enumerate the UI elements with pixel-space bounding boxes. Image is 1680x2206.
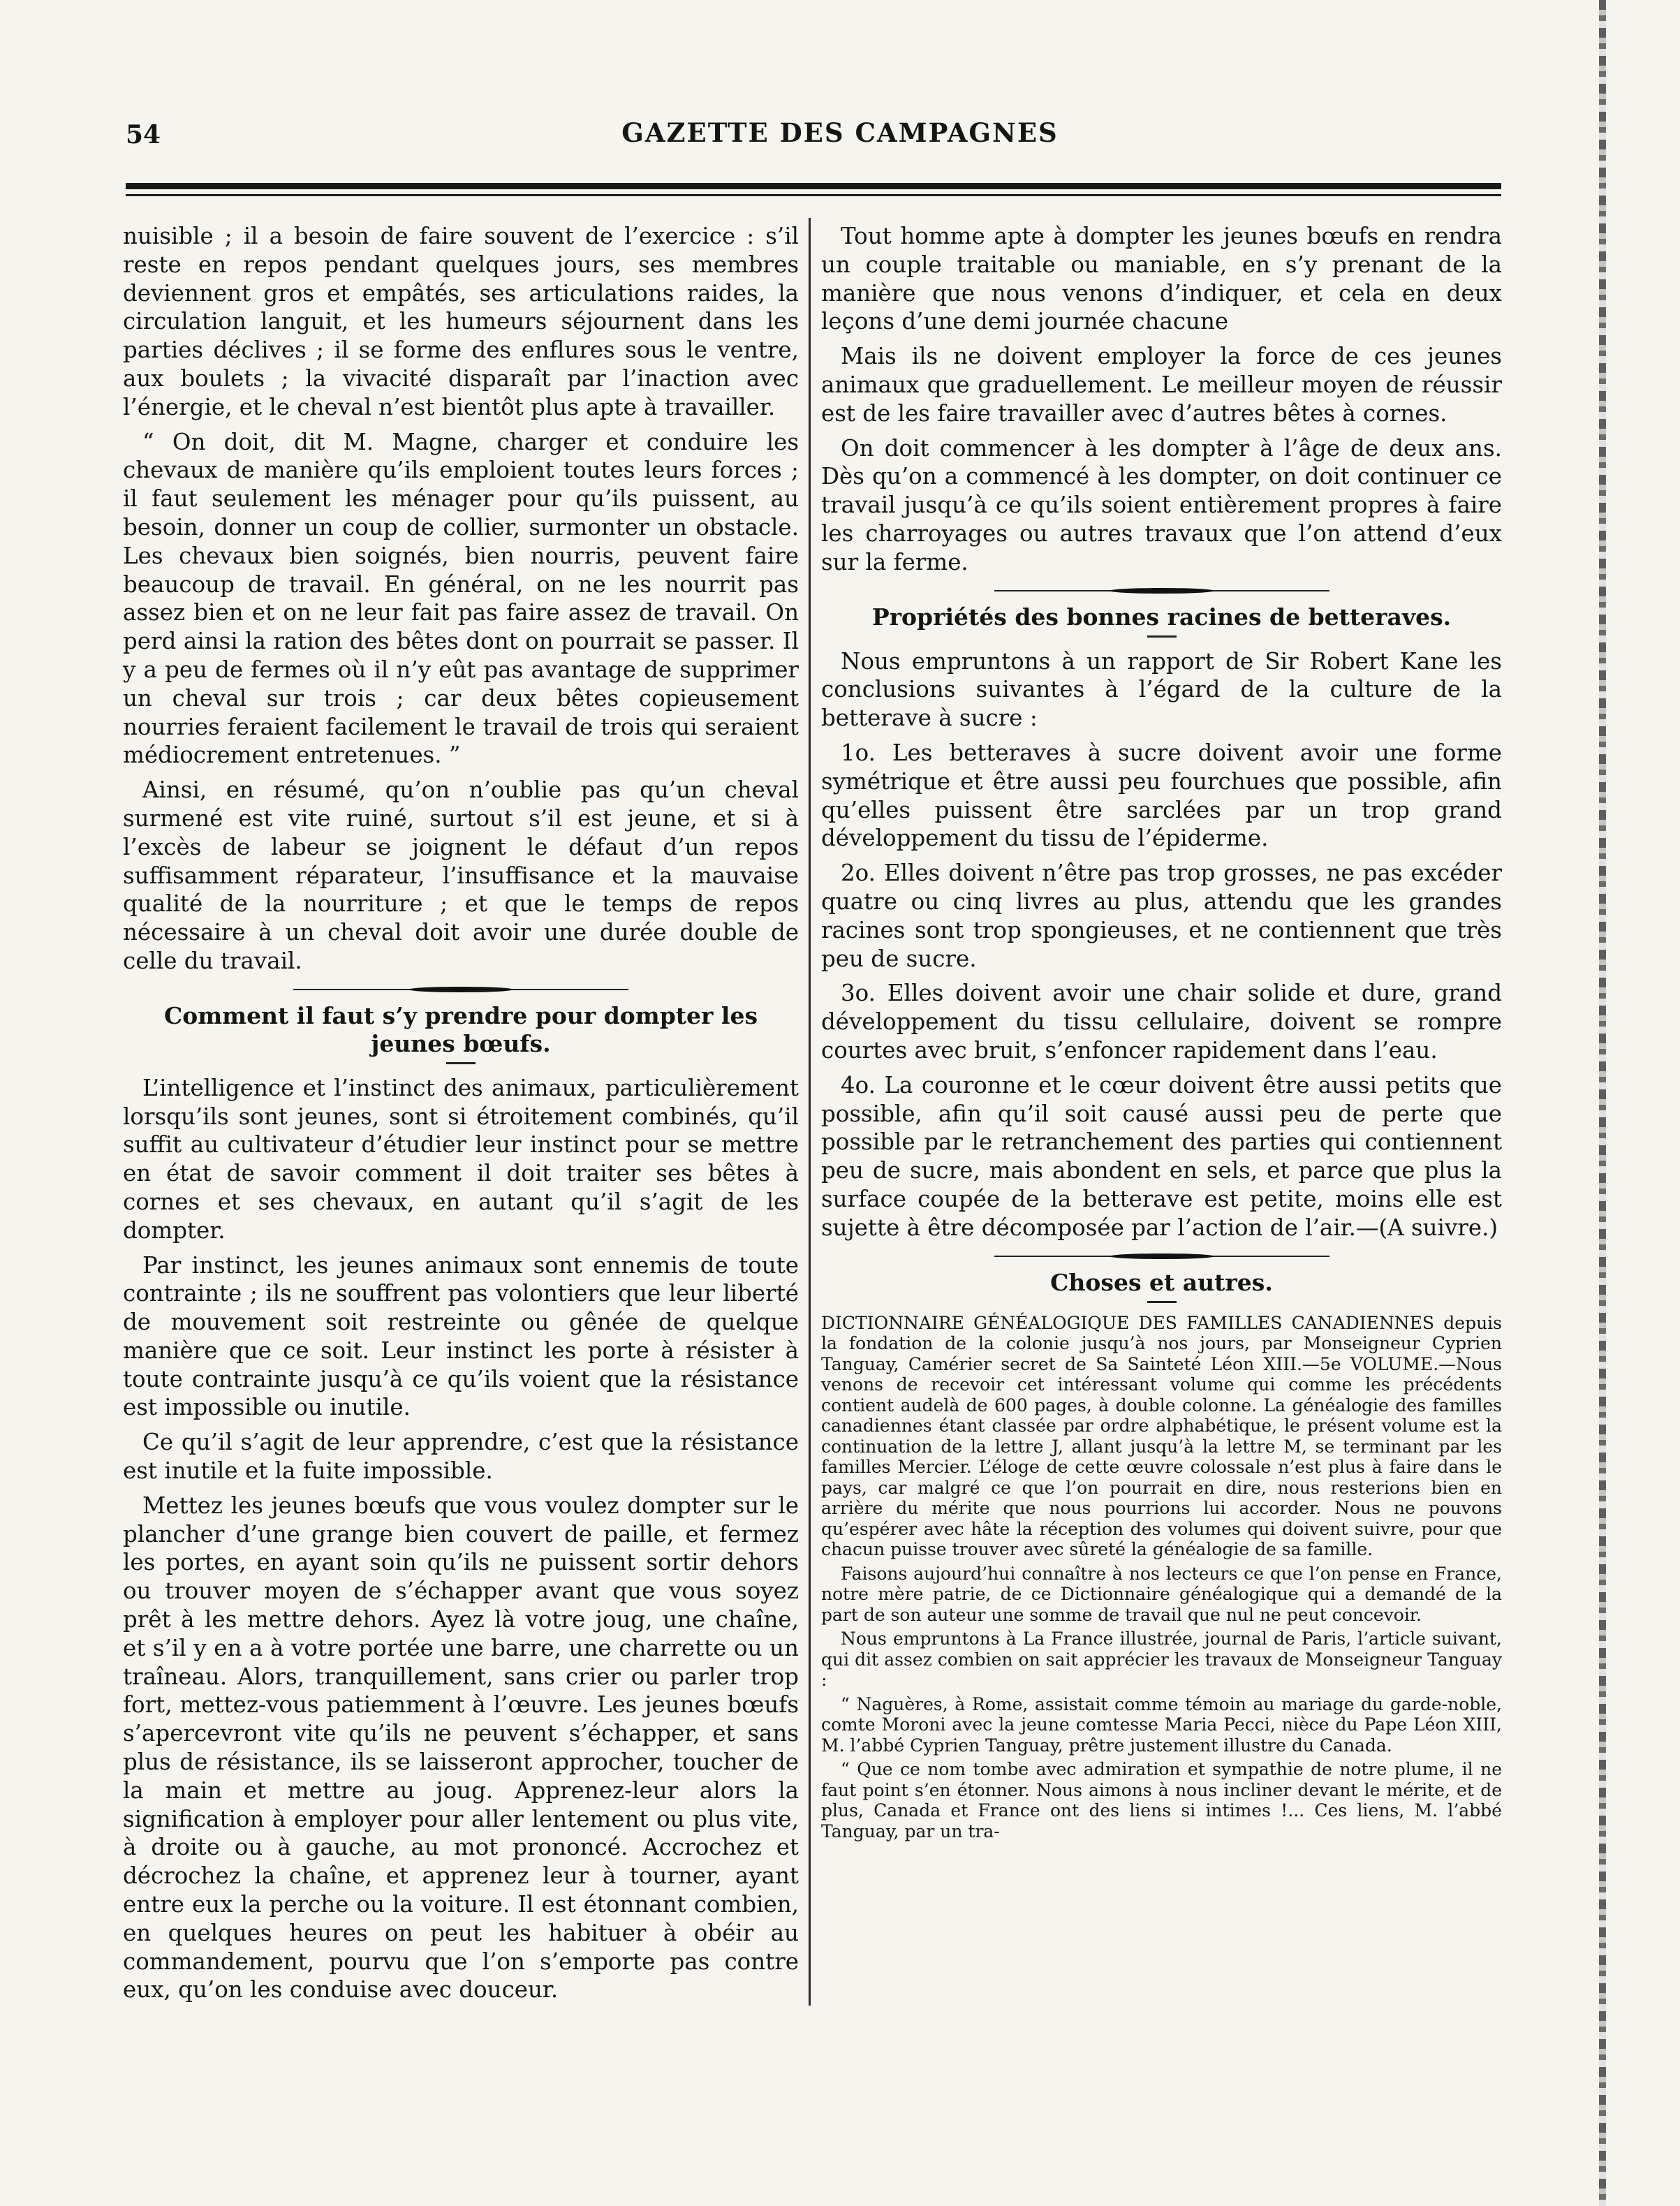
page-number: 54 (126, 120, 161, 149)
paragraph: Faisons aujourd’hui connaître à nos lecteurs ce que l’on pense en France, notre mère patrie, de ce Dictionnaire généalogique qui a demandé de la part de son auteur une somme de travail que nul ne peut concevoir. (821, 1563, 1502, 1625)
paragraph: 3o. Elles doivent avoir une chair solide et dure, grand développement du tissu cellulaire, doivent se rompre courtes avec bruit, s’enfoncer rapidement dans l’eau. (821, 980, 1502, 1064)
paragraph: 4o. La couronne et le cœur doivent être aussi petits que possible, afin qu’il soit causé aussi peu de perte que possible par le retranchement des parties qui contiennent peu de sucre, mais abondent en sels, et parce que plus la surface coupée de la betterave est petite, moins elle est sujette à être décomposée par l’action de l’air.—(A suivre.) (821, 1071, 1502, 1241)
paragraph: On doit commencer à les dompter à l’âge de deux ans. Dès qu’on a commencé à les dompter, on doit continuer ce travail jusqu’à ce qu’ils soient entièrement propres à faire les charroyages ou autres travaux que l’on attend d’eux sur la ferme. (821, 434, 1502, 575)
right-column (821, 222, 1502, 1845)
paragraph: 1o. Les betteraves à sucre doivent avoir une forme symétrique et être aussi peu fourchues que possible, afin qu’elles puissent être sarclées par un trop grand développement du tissu de l’épiderme. (821, 739, 1502, 852)
paragraph: 2o. Elles doivent n’être pas trop grosses, ne pas excéder quatre ou cinq livres au plus, attendu que les grandes racines sont trop spongieuses, et ne contiennent que très peu de sucre. (821, 860, 1502, 972)
title-dash (446, 1062, 476, 1064)
paragraph: “ Que ce nom tombe avec admiration et sympathie de notre plume, il ne faut point s’en étonner. Nous aimons à nous incliner devant le mérite, et de plus, Canada et France ont des liens si intimes !... Ces liens, M. l’abbé Tanguay, par un tra- (821, 1759, 1502, 1841)
title-dash (1147, 1301, 1177, 1303)
section-title: Propriétés des bonnes racines de betteraves. (871, 603, 1452, 631)
paragraph: nuisible ; il a besoin de faire souvent de l’exercice : s’il reste en repos pendant quelques jours, ses membres deviennent gros et empâtés, ses articulations raides, la circulation languit, et les humeurs séjournent dans les parties déclives ; il se forme des enflures sous le ventre, aux boulets ; la vivacité disparaît par l’inaction avec l’énergie, et le cheval n’est bientôt plus apte à travailler. (123, 223, 799, 420)
left-column (123, 222, 799, 2010)
paragraph: DICTIONNAIRE GÉNÉALOGIQUE DES FAMILLES CANADIENNES depuis la fondation de la colonie jusqu’à nos jours, par Monseigneur Cyprien Tanguay, Camérier secret de Sa Sainteté Léon XIII.—5e VOLUME.—Nous venons de recevoir cet intéressant volume qui comme les précédents contient audelà de 600 pages, à double colonne. La généalogie des familles canadiennes étant classée par ordre alphabétique, le présent volume est la continuation de la lettre J, allant jusqu’à la lettre M, se terminant par les familles Mercier. L’éloge de cette œuvre colossale n’est plus à faire dans le pays, car malgré ce que l’on pourrait en dire, nous resterions bien en arrière du mérite que nous pourrions lui accorder. Nous ne pouvons qu’espérer avec hâte la réception des volumes qui doivent suivre, pour que chacun puisse trouver avec sûreté la généalogie de sa famille. (821, 1312, 1502, 1559)
paragraph: Nous empruntons à La France illustrée, journal de Paris, l’article suivant, qui dit assez combien on sait apprécier les travaux de Monseigneur Tanguay : (821, 1628, 1502, 1690)
title-dash (1147, 635, 1177, 638)
section-title: Comment il faut s’y prendre pour dompter les jeunes bœufs. (163, 1001, 758, 1057)
header-rule-thick (126, 183, 1501, 189)
binding-edge (1599, 0, 1606, 2206)
column-divider (809, 218, 811, 2006)
paragraph: Mais ils ne doivent employer la force de ces jeunes animaux que graduellement. Le meilleur moyen de réussir est de les faire travailler avec d’autres bêtes à cornes. (821, 343, 1502, 427)
paragraph: Par instinct, les jeunes animaux sont ennemis de toute contrainte ; ils ne souffrent pas volontiers que leur liberté de mouvement soit restreinte ou gênée de quelque manière que ce soit. Leur instinct les porte à résister à toute contrainte jusqu’à ce qu’ils voient que la résistance est impossible ou inutile. (123, 1251, 799, 1421)
paragraph: Nous empruntons à un rapport de Sir Robert Kane les conclusions suivantes à l’égard de la culture de la betterave à sucre : (821, 647, 1502, 732)
section-title: Choses et autres. (1050, 1268, 1273, 1296)
paragraph: Ainsi, en résumé, qu’on n’oublie pas qu’un cheval surmené est vite ruiné, surtout s’il est jeune, et si à l’excès de labeur se joignent le défaut d’un repos suffisamment réparateur, l’insuffisance et la mauvaise qualité de la nourriture ; et que le temps de repos nécessaire à un cheval doit avoir une durée double de celle du travail. (123, 777, 799, 974)
paragraph: Ce qu’il s’agit de leur apprendre, c’est que la résistance est inutile et la fuite impossible. (123, 1429, 799, 1485)
paragraph: Mettez les jeunes bœufs que vous voulez dompter sur le plancher d’une grange bien couvert de paille, et fermez les portes, en ayant soin qu’ils ne puissent sortir dehors ou trouver moyen de s’échapper avant que vous soyez prêt à les mettre dehors. Ayez là votre joug, une chaîne, et s’il y en a à votre portée une barre, une charrette ou un traîneau. Alors, tranquillement, sans crier ou parler trop fort, mettez-vous patiemment à l’œuvre. Les jeunes bœufs s’apercevront vite qu’ils ne peuvent s’échapper, et sans plus de résistance, ils se laisseront approcher, toucher de la main et mettre au joug. Apprenez-leur alors la signification à employer pour aller lentement ou plus vite, à droite ou à gauche, au mot prononcé. Accrochez et décrochez la chaîne, et apprenez leur à tourner, ayant entre eux la perche ou la voiture. Il est étonnant combien, en quelques heures on peut les habituer à obéir au commandement, pourvu que l’on s’emporte pas contre eux, qu’on les conduise avec douceur. (123, 1492, 799, 2003)
section-ornament (994, 588, 1329, 594)
paragraph: “ Naguères, à Rome, assistait comme témoin au mariage du garde-noble, comte Moroni avec la jeune comtesse Maria Pecci, nièce du Pape Léon XIII, M. l’abbé Cyprien Tanguay, prêtre justement illustre du Canada. (821, 1693, 1502, 1756)
section-ornament (994, 1253, 1329, 1259)
header-rule-thin (126, 194, 1501, 196)
page-title: GAZETTE DES CAMPAGNES (621, 117, 1059, 148)
paragraph: Tout homme apte à dompter les jeunes bœufs en rendra un couple traitable ou maniable, en s’y prenant de la manière que nous venons d’indiquer, et cela en deux leçons d’une demi journée chacune (821, 223, 1502, 335)
section-ornament (293, 987, 628, 992)
paragraph: L’intelligence et l’instinct des animaux, particulièrement lorsqu’ils sont jeunes, sont si étroitement combinés, qu’il suffit au cultivateur d’étudier leur instinct pour se mettre en état de savoir comment il doit traiter ses bêtes à cornes et ses chevaux, en autant qu’il s’agit de les dompter. (123, 1074, 799, 1244)
paragraph: “ On doit, dit M. Magne, charger et conduire les chevaux de manière qu’ils emploient toutes leurs forces ; il faut seulement les ménager pour qu’ils puissent, au besoin, donner un coup de collier, surmonter un obstacle. Les chevaux bien soignés, bien nourris, peuvent faire beaucoup de travail. En général, on ne les nourrit pas assez bien et on ne leur fait pas faire assez de travail. On perd ainsi la ration des bêtes dont on pourrait se passer. Il y a peu de fermes où il n’y eût pas avantage de supprimer un cheval sur trois ; car deux bêtes copieusement nourries feraient facilement le travail de trois qui seraient médiocrement entretenues. ” (123, 428, 799, 769)
